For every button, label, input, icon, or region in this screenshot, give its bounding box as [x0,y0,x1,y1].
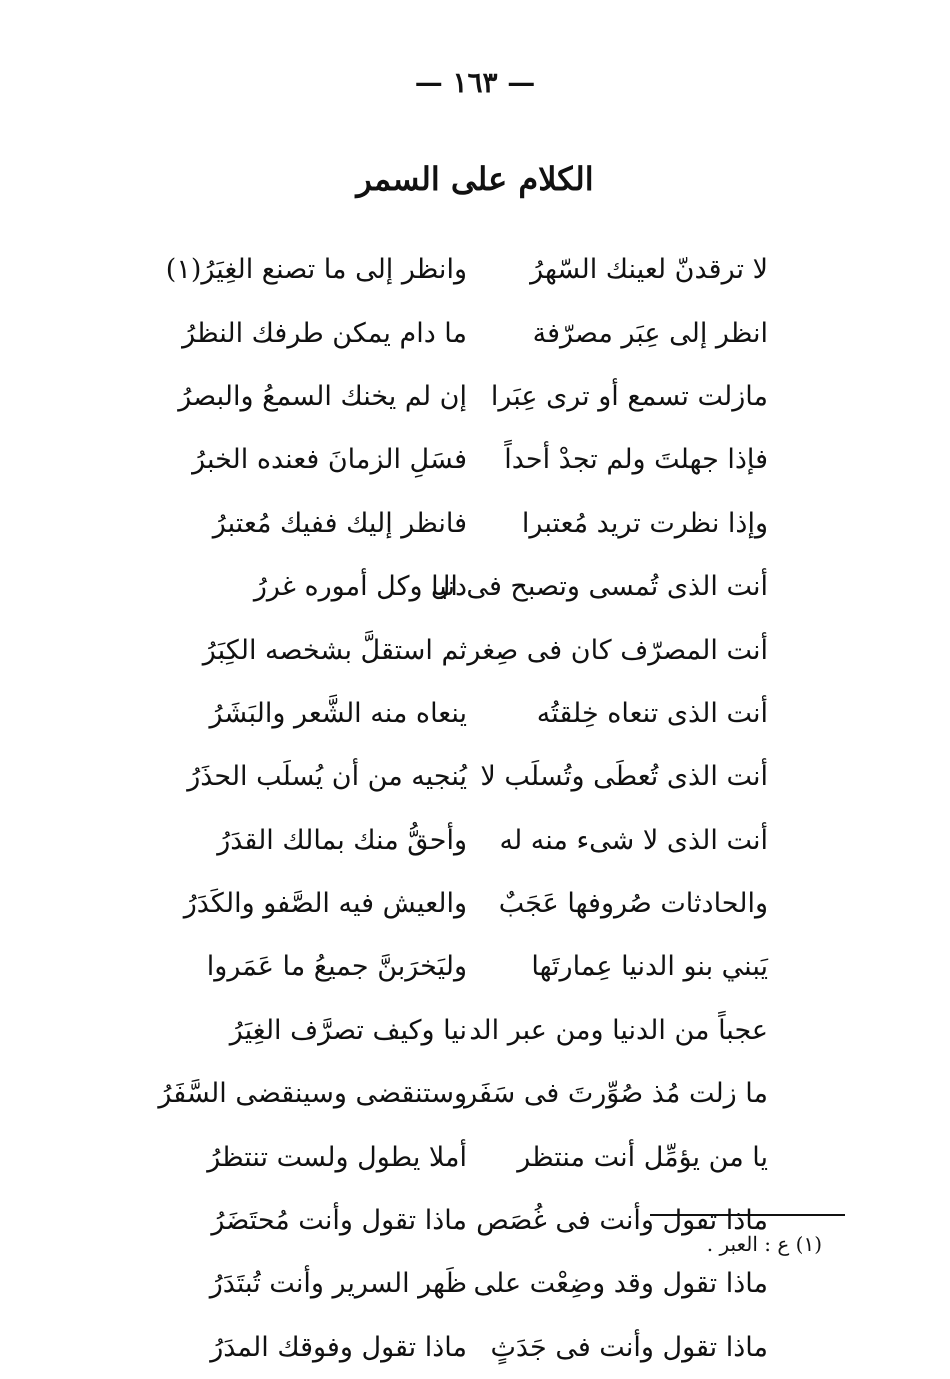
verse-second-hemistich: وانظر إلى ما تصنع الغِيَرُ(١) [165,254,467,286]
verse-second-hemistich: ماذا تقول وفوقك المدَرُ [210,1331,467,1363]
verse [185,618,768,681]
verse-first-hemistich: عجباً من الدنيا ومن عبر الد [469,1014,768,1046]
verse-first-hemistich: ماذا تقول وأنت فى غُصَص [476,1205,768,1237]
verse [158,1062,768,1125]
verse-first-hemistich: وإذا نظرت تريد مُعتبرا [521,507,768,539]
verse-second-hemistich: إن لم يخنك السمعُ والبصرُ [178,380,467,412]
verse-first-hemistich: يَبني بنو الدنيا عِمارتَها [531,951,768,983]
verse [178,365,768,428]
verse [185,809,768,872]
page-number: — ١٦٣ — [414,66,536,99]
verse [185,745,768,808]
verse [165,238,768,301]
footnote: (١) ع : العبر . [706,1232,822,1256]
verse-second-hemistich: وستنقضى وسينقضى السَّفَرُ [158,1078,467,1110]
verse-second-hemistich: والعيش فيه الصَّفو والكَدَرُ [183,888,467,920]
verse-first-hemistich: أنت الذى تُعطَى وتُسلَب لا [480,761,768,793]
verse-second-hemistich: وليَخرَبنَّ جميعُ ما عَمَروا [206,951,467,983]
verse [185,1252,768,1315]
verse-second-hemistich: يُنجيه من أن يُسلَب الحذَرُ [187,761,467,793]
verse-second-hemistich: دنيا وكل أموره غررُ [253,571,467,603]
verse-second-hemistich: ظَهر السرير وأنت تُبتَدَرُ [209,1268,467,1300]
verse-first-hemistich: أنت الذى لا شىء منه له [499,824,768,856]
verse [185,1189,768,1252]
verse [185,428,768,491]
verse-first-hemistich: فإذا جهلتَ ولم تجدْ أحداً [504,444,768,476]
verse-second-hemistich: نيا وكيف تصرَّف الغِيَرُ [229,1014,467,1046]
verse-first-hemistich: أنت الذى تُمسى وتصبح فى ال [430,571,768,603]
verse [185,935,768,998]
verse [185,555,768,618]
verse-first-hemistich: يا من يؤمِّل أنت منتظر [517,1141,768,1173]
verse-first-hemistich: ماذا تقول وقد وضِعْت على [473,1268,768,1300]
verse-first-hemistich: ماذا تقول وأنت فى جَدَثٍ [490,1331,768,1363]
verse-first-hemistich: انظر إلى عِبَر مصرّفة [532,317,768,349]
verse-second-hemistich: فسَلِ الزمانَ فعنده الخبرُ [192,444,467,476]
verse [185,1125,768,1188]
poem [158,238,768,1379]
verse-first-hemistich: مازلت تسمع أو ترى عِبَرا [490,380,768,412]
verse [185,999,768,1062]
verse [185,872,768,935]
verse [185,492,768,555]
verse [182,301,768,364]
verse [185,682,768,745]
verse-second-hemistich: ماذا تقول وأنت مُحتَضَرُ [211,1205,467,1237]
verse-second-hemistich: أملا يطول ولست تنتظرُ [207,1141,467,1173]
verse [185,1316,768,1379]
verse-second-hemistich: وأحقُّ منك بمالك القدَرُ [217,824,467,856]
verse-first-hemistich: لا ترقدنّ لعينك السّهرُ [530,254,768,286]
verse-first-hemistich: والحادثات صُروفها عَجَبٌ [498,888,768,920]
verse-first-hemistich: أنت الذى تنعاه خِلقتُه [536,697,768,729]
footnote-divider [650,1214,845,1216]
verse-first-hemistich: أنت المصرّف كان فى صِغر [467,634,768,666]
poem-title: الكلام على السمر [356,160,594,198]
verse-first-hemistich: ما زلت مُذ صُوِّرتَ فى سَفَر [464,1078,768,1110]
verse-second-hemistich: فانظر إليك ففيك مُعتبرُ [212,507,467,539]
verse-second-hemistich: ينعاه منه الشَّعر والبَشَرُ [209,697,467,729]
verse-second-hemistich: ما دام يمكن طرفك النظرُ [182,317,467,349]
verse-second-hemistich: ثم استقلَّ بشخصه الكِبَرُ [202,634,467,666]
